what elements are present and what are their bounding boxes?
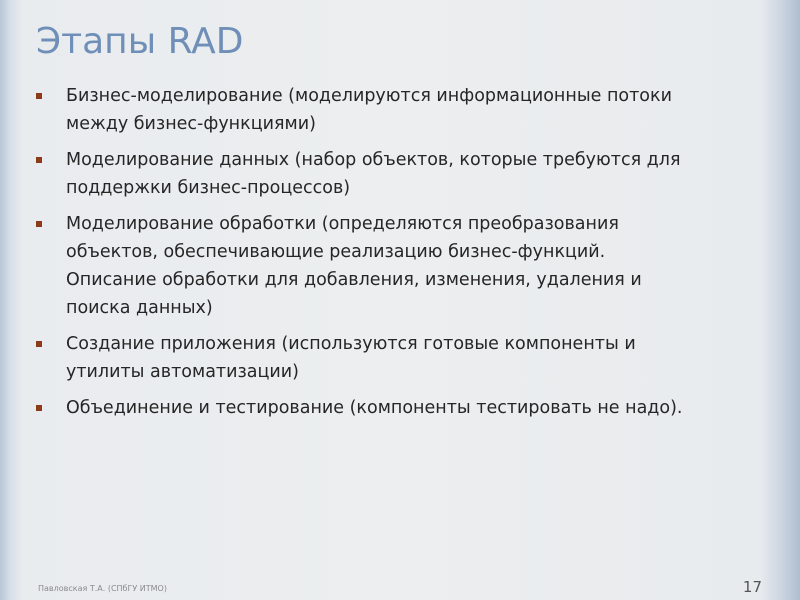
bullet-list bbox=[36, 82, 776, 430]
bullet-text: Бизнес-моделирование (моделируются информационные потоки между бизнес-функциями) bbox=[66, 86, 672, 134]
footer-author: Павловская Т.А. (СПбГУ ИТМО) bbox=[38, 584, 167, 593]
bullet-text: Объединение и тестирование (компоненты тестировать не надо). bbox=[66, 398, 683, 418]
square-bullet-icon bbox=[36, 405, 42, 411]
square-bullet-icon bbox=[36, 341, 42, 347]
list-item bbox=[36, 330, 776, 386]
square-bullet-icon bbox=[36, 157, 42, 163]
page-number: 17 bbox=[742, 578, 762, 596]
list-item bbox=[36, 146, 776, 202]
list-item bbox=[36, 82, 776, 138]
list-item bbox=[36, 394, 776, 422]
bullet-text: Создание приложения (используются готовые компоненты и утилиты автоматизации) bbox=[66, 334, 636, 382]
square-bullet-icon bbox=[36, 93, 42, 99]
list-item bbox=[36, 210, 776, 322]
bullet-text: Моделирование данных (набор объектов, которые требуются для поддержки бизнес-процессов) bbox=[66, 150, 681, 198]
slide-title: Этапы RAD bbox=[36, 21, 244, 62]
square-bullet-icon bbox=[36, 221, 42, 227]
bullet-text: Моделирование обработки (определяются преобразования объектов, обеспечивающие реализацию бизнес-функций. Описание обработки для добавления, изменения, удаления и поиска данных) bbox=[66, 214, 642, 318]
